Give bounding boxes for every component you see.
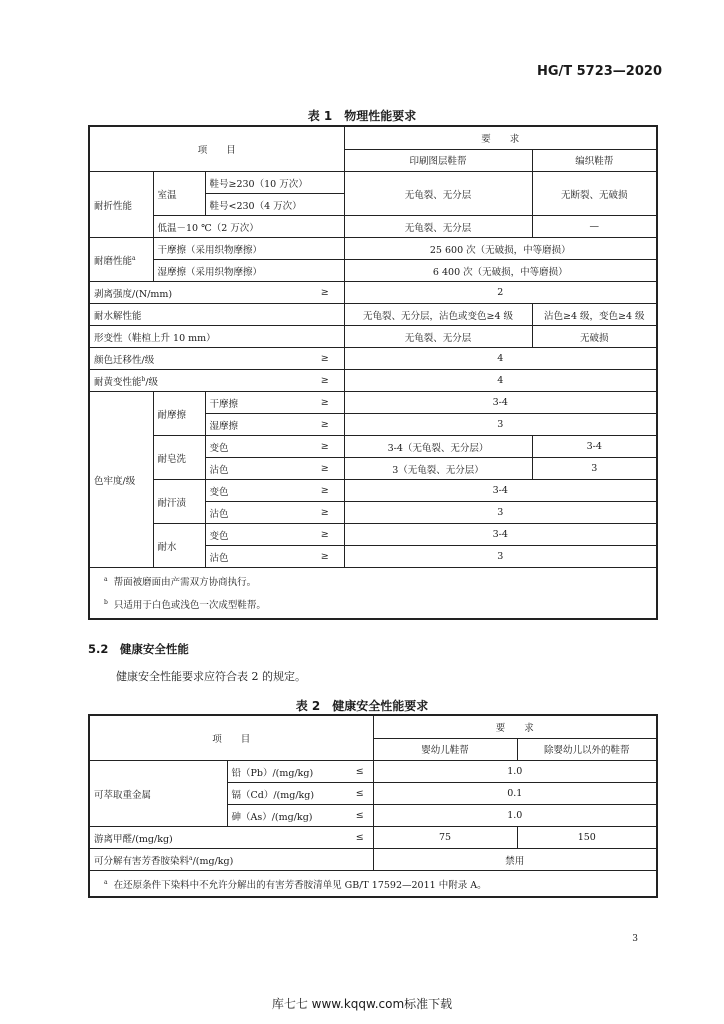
t1-yellowing-v: 4 <box>344 370 657 392</box>
t1-note-a: $^a$ 帮面被磨面由产需双方协商执行。 <box>104 576 257 589</box>
t1-fastness-rub-wet: 湿摩擦 <box>205 414 306 436</box>
t1-fastness-sweat-stain: 沾色 <box>205 502 306 524</box>
t1-deform-v1: 无龟裂、无分层 <box>344 326 532 348</box>
t2-note-a: $^a$ 在还原条件下染料中不允许分解出的有害芳香胺清单见 GB/T 17592—2011 中附录 A。 <box>89 871 657 898</box>
t2-formaldehyde-v2: 150 <box>517 827 657 849</box>
t1-abrasion-label: 耐磨性能$^a$ <box>89 238 153 282</box>
t1-fastness-sweat-stain-v: 3 <box>344 502 657 524</box>
t1-fastness-sweat: 耐汗渍 <box>153 480 205 524</box>
t1-hydrolysis-v2: 沾色≥4 级，变色≥4 级 <box>532 304 657 326</box>
t1-abrasion-wet: 湿摩擦（采用织物摩擦） <box>153 260 344 282</box>
t1-header-requirement: 要 求 <box>344 126 657 149</box>
t1-fastness-soap-change: 变色 <box>205 436 306 458</box>
t1-deform-label: 形变性（鞋楦上升 10 mm） <box>89 326 344 348</box>
t1-fastness-sym: ≥ <box>306 546 344 568</box>
section-5-2-paragraph: 健康安全性能要求应符合表 2 的规定。 <box>116 670 306 683</box>
table2-caption: 表 2 健康安全性能要求 <box>295 699 429 713</box>
t2-as-v: 1.0 <box>373 805 657 827</box>
t2-azo-v: 禁用 <box>373 849 657 871</box>
table1-physical-performance <box>88 125 658 620</box>
t2-cd-v: 0.1 <box>373 783 657 805</box>
t2-le: ≤ <box>347 805 373 827</box>
t1-fastness-rub: 耐摩擦 <box>153 392 205 436</box>
t2-le: ≤ <box>347 761 373 783</box>
t1-fold-low-v1: 无龟裂、无分层 <box>344 216 532 238</box>
standard-code: HG/T 5723—2020 <box>536 64 662 79</box>
t1-fold-size2: 鞋号<230（4 万次） <box>205 194 344 216</box>
table2-health-safety <box>88 714 658 898</box>
t2-azo: 可分解有害芳香胺染料$^a$/(mg/kg) <box>89 849 373 871</box>
t1-fold-low-v2: — <box>532 216 657 238</box>
t1-fold-room-v1: 无龟裂、无分层 <box>344 172 532 216</box>
t2-metal-label: 可萃取重金属 <box>89 761 227 827</box>
t2-formaldehyde: 游离甲醛/(mg/kg) <box>89 827 347 849</box>
t1-fastness-sym: ≥ <box>306 436 344 458</box>
t1-fastness-sym: ≥ <box>306 392 344 414</box>
t1-fastness-soap-stain-v2: 3 <box>532 458 657 480</box>
t1-fastness-sweat-change-v: 3-4 <box>344 480 657 502</box>
t1-fastness-sym: ≥ <box>306 524 344 546</box>
t2-header-non-infant: 除婴幼儿以外的鞋帮 <box>517 738 657 761</box>
t2-le: ≤ <box>347 827 373 849</box>
t1-fastness-sweat-change: 变色 <box>205 480 306 502</box>
t1-abrasion-dry-v: 25 600 次（无破损，中等磨损） <box>344 238 657 260</box>
t1-fastness-water-change-v: 3-4 <box>344 524 657 546</box>
table1-caption: 表 1 物理性能要求 <box>307 109 417 123</box>
t2-pb-v: 1.0 <box>373 761 657 783</box>
t1-migration-label: 颜色迁移性/级 <box>89 348 306 370</box>
page-number: 3 <box>632 934 638 944</box>
t2-le: ≤ <box>347 783 373 805</box>
t2-header-item: 项 目 <box>89 715 373 761</box>
t1-fastness-soap-stain: 沾色 <box>205 458 306 480</box>
t1-peel-label: 剥离强度/(N/mm) <box>89 282 306 304</box>
t1-header-printed: 印刷图层鞋帮 <box>344 149 532 172</box>
t1-yellowing-sym: ≥ <box>306 370 344 392</box>
t2-formaldehyde-v1: 75 <box>373 827 517 849</box>
t1-fastness-label: 色牢度/级 <box>89 392 153 568</box>
t1-fold-size1: 鞋号≥230（10 万次） <box>205 172 344 194</box>
t1-fastness-rub-wet-v: 3 <box>344 414 657 436</box>
t1-fastness-soap-stain-v1: 3（无龟裂、无分层） <box>344 458 532 480</box>
t2-cd: 镉（Cd）/(mg/kg) <box>227 783 347 805</box>
t1-deform-v2: 无破损 <box>532 326 657 348</box>
t1-migration-sym: ≥ <box>306 348 344 370</box>
t1-fastness-water: 耐水 <box>153 524 205 568</box>
t1-fastness-soap-change-v1: 3-4（无龟裂、无分层） <box>344 436 532 458</box>
t2-as: 砷（As）/(mg/kg) <box>227 805 347 827</box>
t1-migration-v: 4 <box>344 348 657 370</box>
t1-hydrolysis-label: 耐水解性能 <box>89 304 344 326</box>
t1-abrasion-wet-v: 6 400 次（无破损，中等磨损） <box>344 260 657 282</box>
t1-peel-sym: ≥ <box>306 282 344 304</box>
t1-hydrolysis-v1: 无龟裂、无分层，沾色或变色≥4 级 <box>344 304 532 326</box>
t1-fold-label: 耐折性能 <box>89 172 153 238</box>
t1-fastness-water-stain-v: 3 <box>344 546 657 568</box>
t2-header-requirement: 要 求 <box>373 715 657 738</box>
t1-fastness-sym: ≥ <box>306 458 344 480</box>
t1-fastness-sym: ≥ <box>306 480 344 502</box>
footer-watermark[interactable]: 库七七 www.kqqw.com标准下载 <box>271 997 453 1011</box>
t1-note-b: $^b$ 只适用于白色或浅色一次成型鞋帮。 <box>104 599 266 612</box>
t1-fold-room-v2: 无断裂、无破损 <box>532 172 657 216</box>
t1-peel-v: 2 <box>344 282 657 304</box>
t1-fastness-rub-dry-v: 3-4 <box>344 392 657 414</box>
t1-fastness-rub-dry: 干摩擦 <box>205 392 306 414</box>
t1-fastness-water-change: 变色 <box>205 524 306 546</box>
t1-fastness-water-stain: 沾色 <box>205 546 306 568</box>
t1-fastness-soap-change-v2: 3-4 <box>532 436 657 458</box>
t1-notes <box>89 568 657 620</box>
section-5-2-title: 5.2 健康安全性能 <box>88 642 189 656</box>
t1-fastness-sym: ≥ <box>306 502 344 524</box>
t1-fastness-soap: 耐皂洗 <box>153 436 205 480</box>
t1-header-woven: 编织鞋帮 <box>532 149 657 172</box>
t1-fold-room: 室温 <box>153 172 205 216</box>
t2-pb: 铅（Pb）/(mg/kg) <box>227 761 347 783</box>
t1-header-item: 项 目 <box>89 126 344 172</box>
t2-header-infant: 婴幼儿鞋帮 <box>373 738 517 761</box>
t1-fastness-sym: ≥ <box>306 414 344 436</box>
t1-abrasion-dry: 干摩擦（采用织物摩擦） <box>153 238 344 260</box>
t1-fold-low: 低温－10 ℃（2 万次） <box>153 216 344 238</box>
t1-yellowing-label: 耐黄变性能$^b$/级 <box>89 370 306 392</box>
